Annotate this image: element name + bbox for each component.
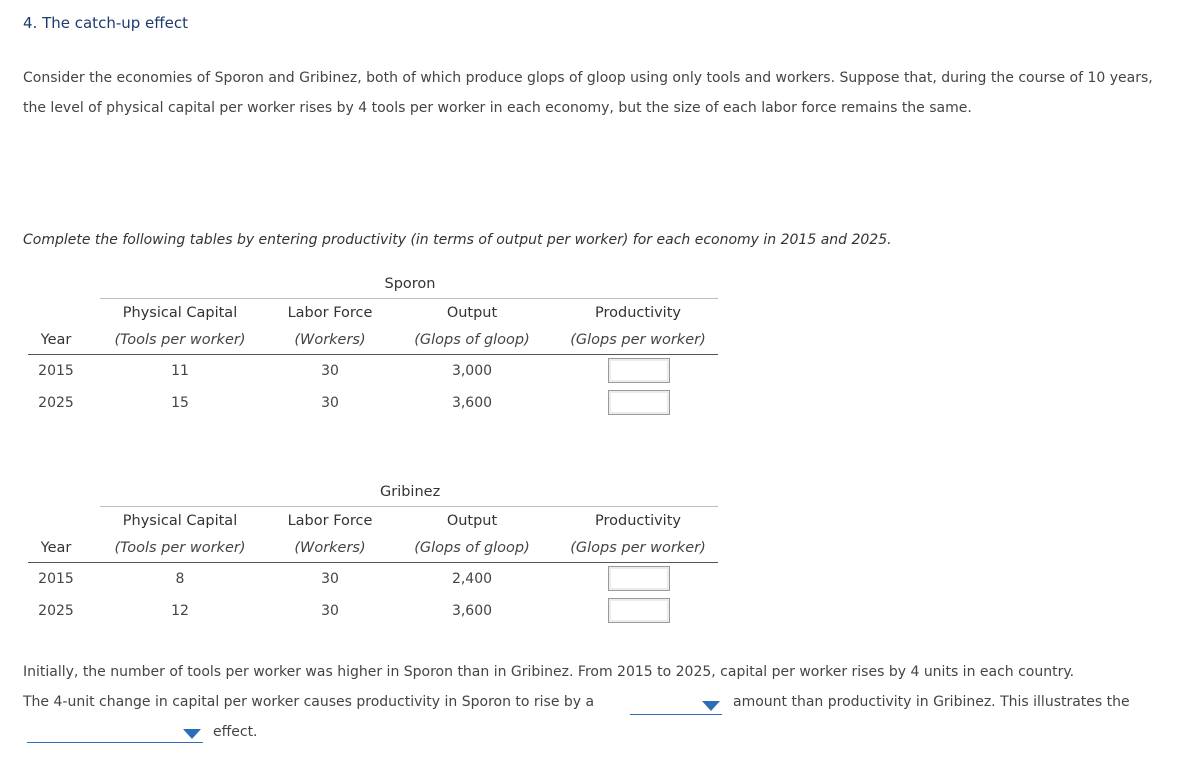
header-capital: Physical Capital [122,305,238,321]
header-capital-unit: (Tools per worker) [114,332,246,348]
cell-output: 3,000 [451,363,493,379]
header-productivity-unit: (Glops per worker) [570,540,706,556]
conclusion-line-1: Initially, the number of tools per worker was higher in Sporon than in Gribinez. From 2015 to 2025, capital per worker rises by 4 units in each country. [23,664,1075,680]
intro-paragraph: Consider the economies of Sporon and Gribinez, both of which produce glops of gloop using only tools and workers. Suppose that, during the course of 10 years, the level of physical capital per worker rises by 4 tools per worker in each economy, but the size of each labor force remains the same. [23,70,1153,116]
conclusion-line-3-after: effect. [213,724,258,740]
table-divider [28,354,718,355]
header-productivity: Productivity [595,305,681,321]
header-labor-unit: (Workers) [294,332,366,348]
cell-labor: 30 [321,603,339,619]
effect-dropdown[interactable] [27,722,203,743]
gribinez-table-title: Gribinez [380,484,441,500]
sporon-2025-productivity-input[interactable] [608,390,670,415]
chevron-down-icon [183,729,201,739]
amount-dropdown[interactable] [630,694,722,715]
cell-capital: 11 [171,363,189,379]
sporon-table-title: Sporon [384,276,436,292]
header-labor-unit: (Workers) [294,540,366,556]
header-productivity: Productivity [595,513,681,529]
gribinez-2025-productivity-input[interactable] [608,598,670,623]
cell-capital: 12 [171,603,189,619]
gribinez-2015-productivity-input[interactable] [608,566,670,591]
header-output: Output [446,305,498,321]
cell-labor: 30 [321,363,339,379]
table-divider [100,506,718,507]
cell-year: 2025 [38,395,74,411]
sporon-2015-productivity-input[interactable] [608,358,670,383]
table-divider [100,298,718,299]
cell-year: 2015 [38,571,74,587]
header-year: Year [40,332,72,348]
chevron-down-icon [702,701,720,711]
header-capital: Physical Capital [122,513,238,529]
header-productivity-unit: (Glops per worker) [570,332,706,348]
header-labor: Labor Force [287,513,373,529]
cell-capital: 15 [171,395,189,411]
header-output-unit: (Glops of gloop) [414,540,530,556]
cell-output: 3,600 [451,395,493,411]
cell-output: 3,600 [451,603,493,619]
cell-labor: 30 [321,571,339,587]
header-output-unit: (Glops of gloop) [414,332,530,348]
cell-output: 2,400 [451,571,493,587]
header-output: Output [446,513,498,529]
cell-year: 2015 [38,363,74,379]
conclusion-line-2-before: The 4-unit change in capital per worker causes productivity in Sporon to rise by a [23,694,595,710]
table-divider [28,562,718,563]
conclusion-line-2-after: amount than productivity in Gribinez. This illustrates the [733,694,1130,710]
instruction-text: Complete the following tables by entering productivity (in terms of output per worker) for each economy in 2015 and 2025. [23,232,892,248]
header-year: Year [40,540,72,556]
page-title: 4. The catch-up effect [23,14,188,32]
header-capital-unit: (Tools per worker) [114,540,246,556]
header-labor: Labor Force [287,305,373,321]
cell-labor: 30 [321,395,339,411]
cell-capital: 8 [175,571,185,587]
cell-year: 2025 [38,603,74,619]
